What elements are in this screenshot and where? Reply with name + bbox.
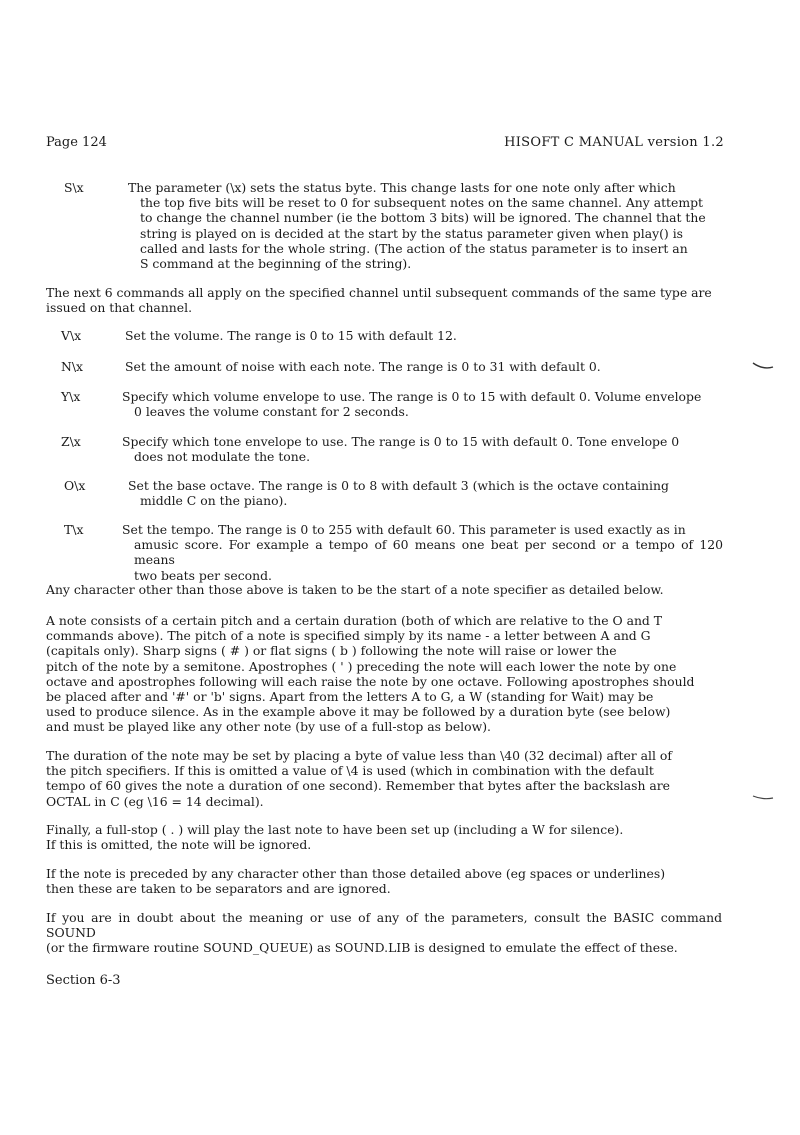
text-line: issued on that channel.: [46, 300, 193, 316]
description-line: the top five bits will be reset to 0 for subsequent notes on the same channel. Any attempt: [140, 195, 704, 211]
text-line: If this is omitted, the note will be ignored.: [46, 837, 312, 853]
description-line: does not modulate the tone.: [134, 449, 311, 465]
description-line: Specify which tone envelope to use. The range is 0 to 15 with default 0. Tone envelope 0: [122, 434, 680, 449]
description-line: Specify which volume envelope to use. The range is 0 to 15 with default 0. Volume envelope: [122, 389, 702, 404]
paragraph-full-stop: [46, 822, 722, 852]
description-line: Set the base octave. The range is 0 to 8 with default 3 (which is the octave containing: [128, 478, 669, 493]
command-key: N\x: [61, 359, 84, 374]
text-line: The next 6 commands all apply on the specified channel until subsequent commands of the same type are: [46, 285, 712, 300]
text-line: Any character other than those above is taken to be the start of a note specifier as detailed below.: [46, 582, 664, 597]
text-line: OCTAL in C (eg \16 = 14 decimal).: [46, 793, 264, 809]
text-line: then these are taken to be separators and are ignored.: [46, 881, 391, 897]
manual-title: HISOFT C MANUAL version 1.2: [504, 135, 724, 150]
command-key: T\x: [64, 522, 84, 537]
paragraph-note-pitch: [46, 613, 722, 735]
description-line: Set the amount of noise with each note. The range is 0 to 31 with default 0.: [125, 359, 601, 374]
margin-mark: [752, 794, 774, 802]
command-description: [128, 180, 722, 271]
paragraph-note-duration: [46, 748, 722, 809]
description-line: S command at the beginning of the string).: [140, 256, 412, 272]
command-key: O\x: [64, 478, 86, 493]
text-line: The duration of the note may be set by placing a byte of value less than \40 (32 decimal) after all of: [46, 748, 672, 763]
commands-intro: [46, 285, 722, 315]
text-line: and must be played like any other note (by use of a full-stop as below).: [46, 719, 491, 735]
paragraph-sound-reference: [46, 910, 722, 956]
paragraph-separators: [46, 866, 722, 896]
text-line: Finally, a full-stop ( . ) will play the last note to have been set up (including a W for silence).: [46, 822, 624, 837]
command-key: Z\x: [61, 434, 81, 449]
command-description: [122, 434, 723, 464]
text-line: used to produce silence. As in the example above it may be followed by a duration byte (see below): [46, 704, 671, 720]
paragraph-note-specifier: [46, 582, 722, 597]
description-line: string is played on is decided at the start by the status parameter given when play() is: [140, 225, 684, 241]
text-line: the pitch specifiers. If this is omitted a value of \4 is used (which in combination with the default: [46, 763, 654, 779]
description-line: Set the tempo. The range is 0 to 255 with default 60. This parameter is used exactly as in: [122, 522, 686, 537]
command-key: Y\x: [61, 389, 81, 404]
description-line: amusic score. For example a tempo of 60 means one beat per second or a tempo of 120 means: [134, 537, 723, 568]
command-description: [122, 389, 723, 419]
description-line: The parameter (\x) sets the status byte. This change lasts for one note only after which: [128, 180, 676, 195]
page-number: Page 124: [46, 135, 107, 150]
description-line: Set the volume. The range is 0 to 15 with default 12.: [125, 328, 457, 343]
command-description: [125, 359, 723, 374]
command-description: [125, 328, 723, 343]
text-line: pitch of the note by a semitone. Apostrophes ( ' ) preceding the note will each lower the note by one: [46, 658, 677, 674]
text-line: be placed after and '#' or 'b' signs. Apart from the letters A to G, a W (standing for Wait) may be: [46, 689, 654, 705]
section-number: Section 6-3: [46, 973, 121, 988]
text-line: tempo of 60 gives the note a duration of one second). Remember that bytes after the backslash are: [46, 778, 671, 794]
text-line: (or the firmware routine SOUND_QUEUE) as SOUND.LIB is designed to emulate the effect of these.: [46, 940, 678, 956]
text-line: commands above). The pitch of a note is specified simply by its name - a letter between A and G: [46, 628, 651, 644]
command-description: [122, 522, 723, 583]
description-line: middle C on the piano).: [140, 493, 288, 509]
text-line: octave and apostrophes following will each raise the note by one octave. Following apostrophes should: [46, 673, 695, 689]
margin-mark: [752, 362, 774, 370]
command-key: S\x: [64, 180, 84, 195]
description-line: to change the channel number (ie the bottom 3 bits) will be ignored. The channel that the: [140, 210, 706, 226]
command-description: [128, 478, 723, 508]
text-line: A note consists of a certain pitch and a certain duration (both of which are relative to the O and T: [46, 613, 663, 628]
description-line: 0 leaves the volume constant for 2 seconds.: [134, 404, 409, 420]
command-key: V\x: [61, 328, 82, 343]
text-line: (capitals only). Sharp signs ( # ) or flat signs ( b ) following the note will raise or lower the: [46, 643, 617, 659]
text-line: If you are in doubt about the meaning or use of any of the parameters, consult the BASIC command SOUND: [46, 910, 722, 941]
description-line: two beats per second.: [134, 567, 272, 583]
description-line: called and lasts for the whole string. (The action of the status parameter is to insert an: [140, 240, 688, 256]
text-line: If the note is preceded by any character other than those detailed above (eg spaces or underlines): [46, 866, 666, 881]
